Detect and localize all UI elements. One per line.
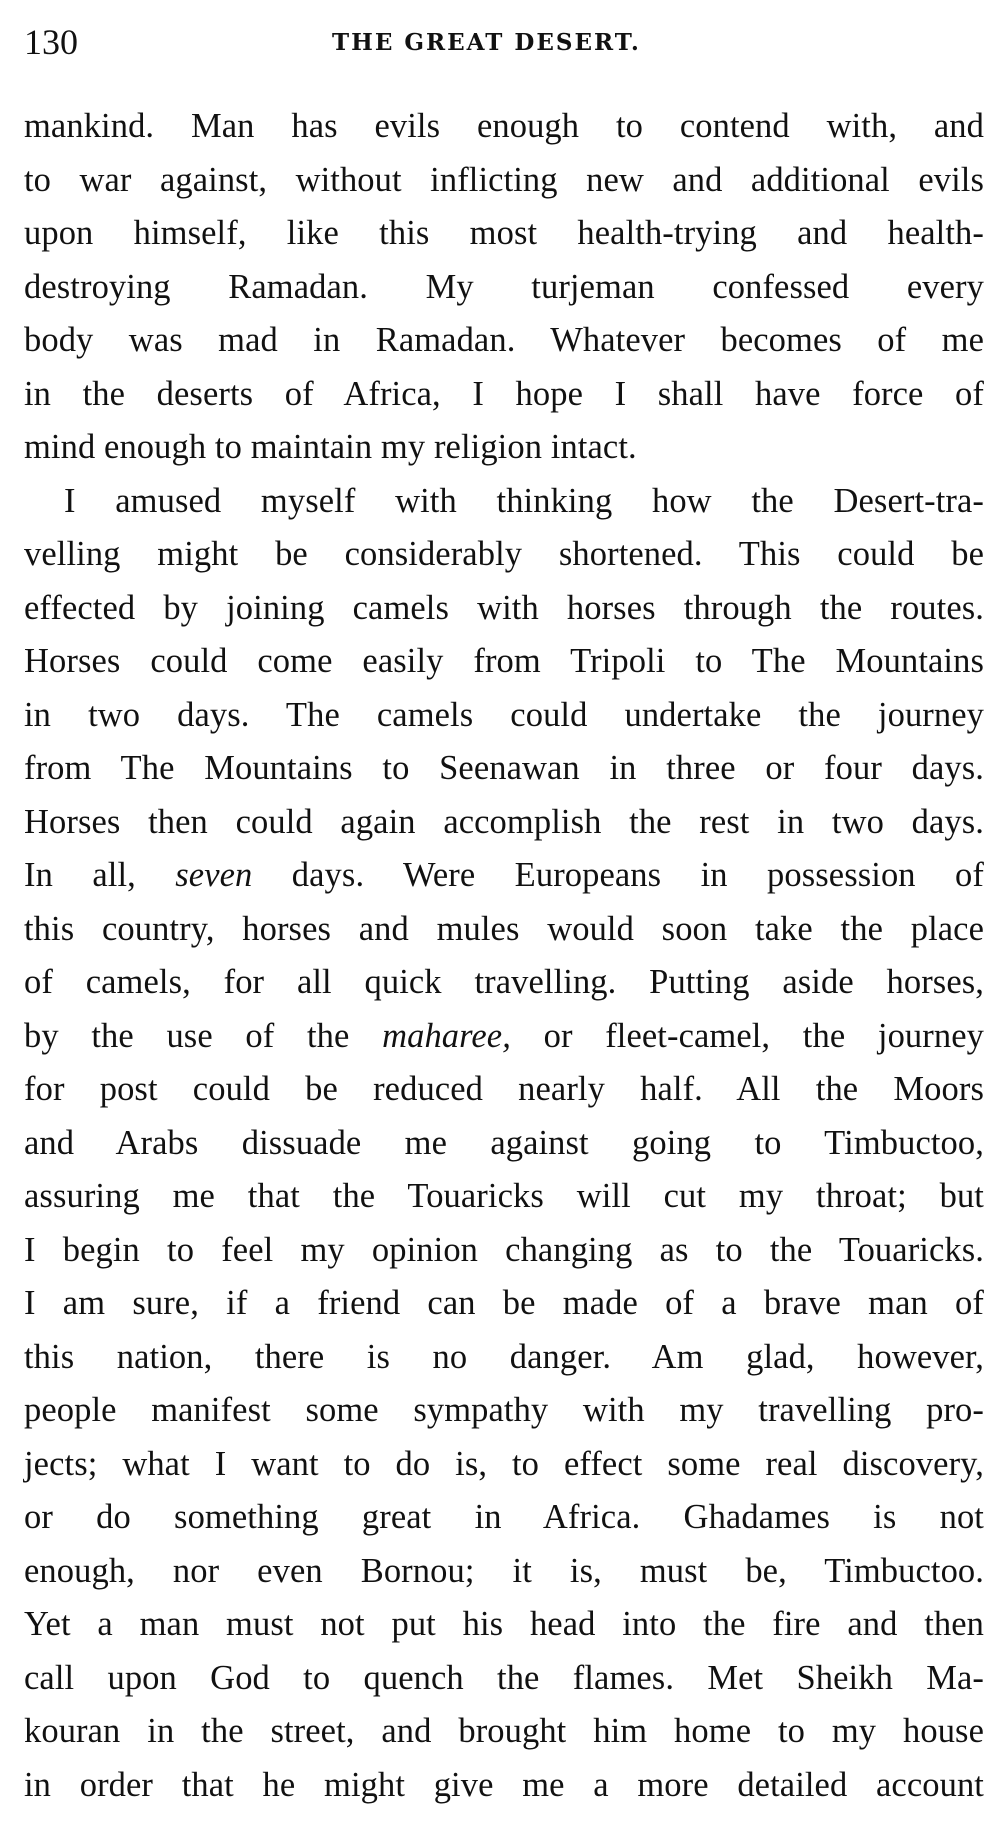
- text-line: this nation, there is no danger. Am glad, however,: [24, 1337, 984, 1376]
- text-line: Yet a man must not put his head into the fire and then: [24, 1605, 984, 1643]
- text-line: Horses then could again accomplish the rest in two days.: [24, 802, 984, 841]
- paragraph-end-line: mind enough to maintain my religion intact.: [24, 428, 637, 466]
- text-line: effected by joining camels with horses through the routes.: [24, 588, 984, 627]
- paragraph-start-line: I amused myself with thinking how the Desert-tra-: [64, 481, 984, 520]
- text-line: assuring me that the Touaricks will cut my throat; but: [24, 1177, 984, 1215]
- text-line-with-italic: [24, 1010, 984, 1064]
- text-line: destroying Ramadan. My turjeman confessed every: [24, 267, 984, 306]
- text-line: body was mad in Ramadan. Whatever becomes of me: [24, 321, 984, 359]
- text-segment: days. Were Europeans in possession of: [252, 856, 984, 894]
- text-segment: In all,: [24, 856, 176, 894]
- text-line: upon himself, like this most health-trying and health-: [24, 214, 984, 252]
- text-line: in order that he might give me a more detailed account: [24, 1765, 984, 1804]
- text-line: to war against, without inflicting new and additional evils: [24, 160, 984, 199]
- page-number: 130: [24, 22, 78, 62]
- text-line: I am sure, if a friend can be made of a brave man of: [24, 1284, 984, 1322]
- running-title: THE GREAT DESERT.: [332, 29, 641, 56]
- text-line: for post could be reduced nearly half. All the Moors: [24, 1070, 984, 1108]
- text-line: enough, nor even Bornou; it is, must be, Timbuctoo.: [24, 1551, 984, 1590]
- text-line: this country, horses and mules would soon take the place: [24, 909, 984, 948]
- body-text: [24, 100, 984, 1812]
- text-line: jects; what I want to do is, to effect some real discovery,: [24, 1444, 984, 1483]
- text-line: mankind. Man has evils enough to contend with, and: [24, 107, 984, 145]
- text-line: in two days. The camels could undertake the journey: [24, 695, 984, 734]
- text-line: people manifest some sympathy with my travelling pro-: [24, 1391, 984, 1429]
- text-line: I begin to feel my opinion changing as to the Touaricks.: [24, 1230, 984, 1269]
- text-line: in the deserts of Africa, I hope I shall have force of: [24, 374, 984, 413]
- text-line: or do something great in Africa. Ghadames is not: [24, 1498, 984, 1536]
- text-segment: or fleet-camel, the journey: [510, 1016, 984, 1055]
- text-line: velling might be considerably shortened. This could be: [24, 535, 984, 573]
- italic-word: maharee,: [382, 1016, 511, 1055]
- text-line: kouran in the street, and brought him home to my house: [24, 1712, 984, 1750]
- text-line: call upon God to quench the flames. Met Sheikh Ma-: [24, 1658, 984, 1697]
- text-segment: by the use of the: [24, 1016, 383, 1055]
- text-line: from The Mountains to Seenawan in three or four days.: [24, 749, 984, 787]
- italic-word: seven: [175, 856, 253, 894]
- text-line: and Arabs dissuade me against going to Timbuctoo,: [24, 1123, 984, 1162]
- text-line-with-italic: [24, 849, 984, 903]
- running-head: [24, 18, 976, 70]
- text-line: of camels, for all quick travelling. Putting aside horses,: [24, 963, 984, 1001]
- text-line: Horses could come easily from Tripoli to The Mountains: [24, 642, 984, 680]
